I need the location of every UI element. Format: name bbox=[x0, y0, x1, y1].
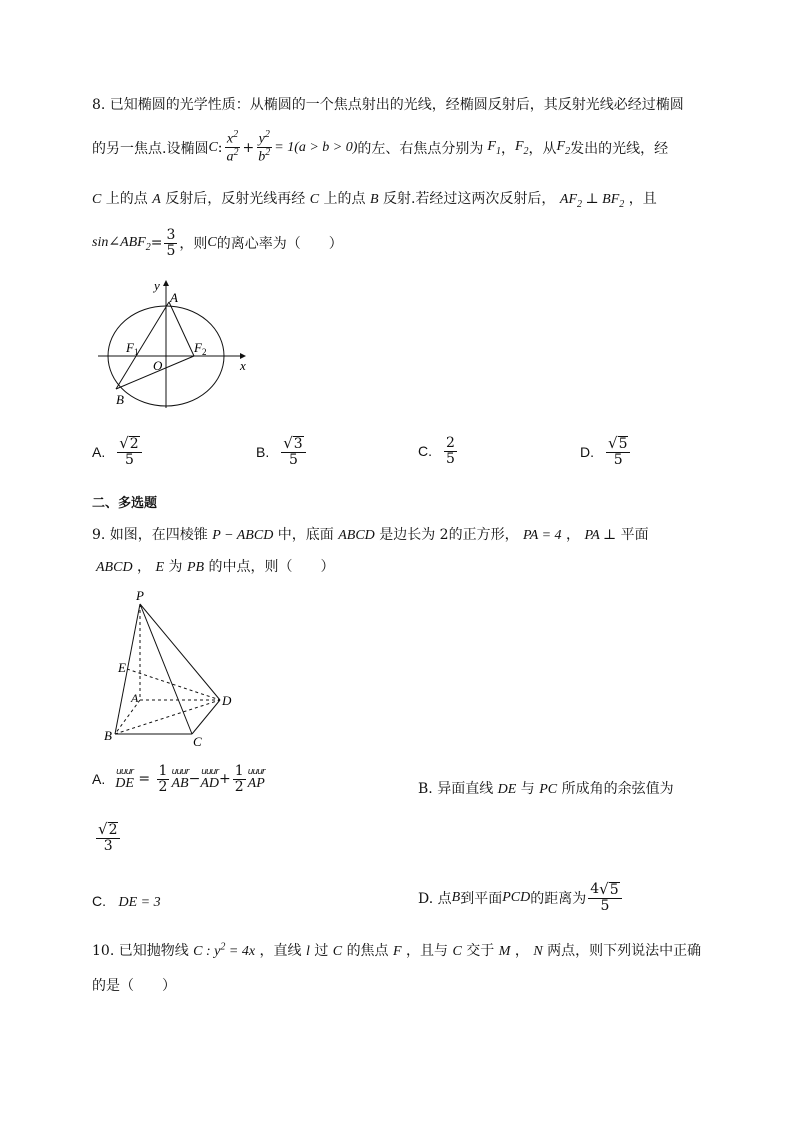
segment-e-d bbox=[127, 669, 220, 700]
b-label: B bbox=[116, 392, 124, 407]
q8-text: 的左、右焦点分别为 bbox=[357, 140, 484, 157]
segment-a-b bbox=[116, 302, 169, 389]
pyramid-name: P − ABCD bbox=[212, 528, 274, 543]
q9-text: 平面 bbox=[620, 527, 649, 543]
q9-text: 与 bbox=[520, 781, 535, 797]
point-m: M bbox=[498, 944, 511, 959]
b-var: b bbox=[258, 150, 266, 165]
equals: = bbox=[133, 771, 155, 788]
x-var: x bbox=[226, 131, 234, 147]
comma: ， bbox=[500, 140, 515, 157]
edge-p-c bbox=[140, 604, 192, 734]
parabola-name: C : y bbox=[193, 944, 221, 959]
sin-expression: sin∠ABF bbox=[92, 234, 146, 250]
point-n: N bbox=[533, 944, 543, 959]
radicand: 5 bbox=[618, 436, 628, 452]
equation-rest: = 1(a > b > 0) bbox=[274, 139, 358, 155]
q8-line2: 的另一焦点.设椭圆 C : $\frac{x^2}{a^2}$ + $\frac{y^2}{b^2}$ = 1(a > b > 0) 的左、右焦点分别为 $F_1$ ， $F_2$ ，从 $F_2$ 发出的光线，经 bbox=[92, 129, 669, 165]
sqrt2-over-5: √ 2 5 bbox=[117, 436, 141, 468]
denominator: 5 bbox=[613, 452, 623, 469]
q9-text: 的中点，则（ ） bbox=[208, 559, 335, 575]
q8-text: 的离心率为（ ） bbox=[216, 236, 343, 253]
half: $\frac{1}{2}$ bbox=[234, 763, 244, 795]
q10-line1: 10. 已知抛物线 C : $y^2 = 4x$ ，直线 l 过 C 的焦点 F ，且与 C 交于 M ， N 两点，则下列说法中正确 bbox=[92, 941, 702, 959]
option-label: B. 异面直线 bbox=[418, 781, 494, 797]
numerator: 2 bbox=[446, 435, 455, 451]
x-label: x bbox=[240, 358, 246, 373]
minus: − bbox=[188, 771, 201, 788]
line-l: l bbox=[305, 944, 310, 959]
q10-line2 bbox=[92, 975, 176, 995]
radicand: 3 bbox=[293, 436, 303, 452]
q10-text: 的是（ ） bbox=[92, 978, 176, 994]
d-label: D bbox=[222, 693, 232, 708]
q8-text: ，则 bbox=[179, 236, 208, 253]
q9-text: 是边长为 2的正方形， bbox=[379, 527, 519, 543]
q8-line1 bbox=[92, 94, 684, 114]
option-label: D. bbox=[580, 444, 594, 461]
ellipse-figure bbox=[90, 278, 260, 418]
q9-text: 到平面 bbox=[460, 891, 503, 908]
de-value: DE = 3 bbox=[118, 895, 161, 910]
ellipse-name: C bbox=[309, 192, 320, 207]
q8-option-b[interactable] bbox=[256, 436, 308, 468]
y-axis-arrow bbox=[163, 280, 169, 286]
q9-option-b-value bbox=[94, 822, 122, 854]
q9-text: 为 bbox=[168, 559, 183, 575]
plus-sign: + bbox=[242, 139, 255, 156]
vector-ab: uuur AB bbox=[171, 766, 189, 791]
ellipse-name: C bbox=[207, 235, 217, 251]
y-var: y bbox=[258, 131, 265, 147]
f1-label: F bbox=[487, 138, 496, 154]
comma: ， bbox=[514, 943, 529, 959]
q9-line1 bbox=[92, 524, 649, 544]
q9-text: 的距离为 bbox=[530, 891, 587, 908]
q10-text: 过 bbox=[314, 943, 329, 959]
sqrt3-over-5: √ 3 5 bbox=[281, 436, 305, 468]
option-label: B. bbox=[256, 444, 270, 461]
denominator: 5 bbox=[289, 452, 298, 469]
q8-text: ，从 bbox=[528, 140, 557, 157]
plane-pcd: PCD bbox=[502, 890, 531, 906]
q10-text: 10. 已知抛物线 bbox=[92, 943, 189, 959]
base-name: ABCD bbox=[96, 560, 133, 575]
line-de: DE bbox=[497, 782, 517, 797]
f1-label: $F_1$ bbox=[126, 340, 139, 357]
half: $\frac{1}{2}$ bbox=[158, 763, 168, 795]
q9-option-b[interactable] bbox=[418, 778, 674, 798]
q9-option-d[interactable] bbox=[418, 882, 624, 914]
option-label: A. bbox=[92, 771, 106, 788]
point-e: E bbox=[155, 560, 165, 575]
parabola-name: C bbox=[332, 944, 343, 959]
q8-text: 上的点 bbox=[323, 191, 366, 207]
a-var: a bbox=[226, 150, 234, 165]
point-b: B bbox=[451, 890, 461, 906]
comma: ， bbox=[566, 527, 580, 543]
q8-text: 发出的光线，经 bbox=[570, 140, 669, 157]
radicand: 2 bbox=[129, 436, 139, 452]
a-label: A bbox=[170, 290, 178, 305]
c-label: C bbox=[193, 734, 202, 748]
vector-ap: uuur AP bbox=[247, 766, 265, 791]
comma: ， bbox=[137, 559, 152, 575]
q8-line4: $\sin\angle ABF_2$ = $\frac{3}{5}$ ，则 C 的离心率为（ ） bbox=[92, 227, 343, 259]
q9-line2 bbox=[96, 556, 335, 576]
edge-c-d bbox=[192, 700, 220, 734]
point-a: A bbox=[152, 192, 161, 207]
y-label: y bbox=[154, 278, 160, 293]
vector-de: uuur DE bbox=[115, 766, 134, 791]
plus: + bbox=[218, 771, 231, 788]
option-label: C. bbox=[92, 893, 106, 909]
q8-text: ，且 bbox=[628, 191, 657, 207]
q8-option-c[interactable] bbox=[418, 436, 459, 466]
three-fifths bbox=[164, 228, 177, 258]
segment-b-d bbox=[115, 700, 220, 734]
section-heading: 二、多选题 bbox=[92, 496, 158, 511]
vector-ad: uuur AD bbox=[200, 766, 219, 791]
segment-pb: PB bbox=[186, 560, 205, 575]
x-fraction: $\frac{x^2}{a^2}$ bbox=[226, 129, 239, 165]
b-label: B bbox=[104, 728, 112, 743]
base-name: ABCD bbox=[338, 528, 375, 543]
y-fraction: $\frac{y^2}{b^2}$ bbox=[258, 129, 271, 165]
q10-text: ，直线 bbox=[259, 943, 302, 959]
q9-text: 9. 如图，在四棱锥 bbox=[92, 527, 208, 543]
p-label: P bbox=[136, 588, 144, 603]
colon: : bbox=[217, 139, 223, 156]
numerator: 3 bbox=[166, 227, 176, 243]
q8-text: 8. 已知椭圆的光学性质：从椭圆的一个焦点射出的光线，经椭圆反射后，其反射光线必经过椭圆 bbox=[92, 97, 684, 113]
edge-p-d bbox=[140, 604, 220, 700]
ellipse-name: C bbox=[92, 192, 102, 207]
q8-text: 反射.若经过这两次反射后， bbox=[382, 191, 556, 207]
two-fifths bbox=[444, 436, 457, 466]
parabola-eq: = 4x bbox=[225, 944, 256, 959]
sqrt5-over-5: √ 5 5 bbox=[606, 436, 630, 468]
denominator: 5 bbox=[446, 450, 455, 467]
parabola-name: C bbox=[452, 944, 462, 959]
pa-value: PA = 4 bbox=[523, 528, 562, 543]
line-pc: PC bbox=[539, 782, 558, 797]
denominator: 5 bbox=[125, 452, 134, 469]
q8-text: 反射后，反射光线再经 bbox=[165, 191, 306, 207]
af2: AF bbox=[559, 192, 577, 207]
q8-option-a[interactable] bbox=[92, 436, 144, 468]
option-label: C. bbox=[418, 443, 432, 460]
f2-label: $F_2$ bbox=[194, 340, 207, 357]
q8-line3: C 上的点 A 反射后，反射光线再经 C 上的点 B 反射.若经过这两次反射后， $AF_2$ ⊥ $BF_2$ ，且 bbox=[92, 191, 657, 210]
ellipse-name: C bbox=[208, 139, 218, 155]
f2-label: F bbox=[514, 138, 524, 154]
q8-text: 上的点 bbox=[105, 191, 148, 207]
denominator: 5 bbox=[166, 242, 176, 259]
o-label: O bbox=[153, 358, 163, 373]
e-label: E bbox=[118, 660, 126, 675]
pyramid-figure bbox=[100, 588, 250, 748]
sqrt2-over-3: √ 2 3 bbox=[96, 822, 120, 854]
q9-option-a[interactable] bbox=[92, 764, 265, 794]
q10-text: ，且与 bbox=[406, 943, 449, 959]
point-b: B bbox=[369, 192, 379, 207]
option-label: D. 点 bbox=[418, 891, 452, 908]
pa-perp: PA ⊥ bbox=[584, 528, 617, 543]
q10-text: 两点，则下列说法中正确 bbox=[547, 943, 702, 959]
q8-text: 的另一焦点.设椭圆 bbox=[92, 140, 209, 157]
q9-text: 中，底面 bbox=[277, 527, 334, 543]
focus-f: F bbox=[393, 944, 402, 959]
q8-option-d[interactable] bbox=[580, 436, 632, 468]
q9-option-c[interactable] bbox=[92, 893, 161, 911]
a-label: A bbox=[131, 691, 139, 705]
f2-label: F bbox=[556, 138, 566, 154]
option-label: A. bbox=[92, 444, 106, 461]
equals: = bbox=[150, 235, 163, 252]
q10-text: 交于 bbox=[466, 943, 495, 959]
four-sqrt5-over-5: 4 √ 5 5 bbox=[588, 882, 621, 914]
q9-text: 所成角的余弦值为 bbox=[561, 781, 674, 797]
q10-text: 的焦点 bbox=[346, 943, 389, 959]
bf2: ⊥ BF bbox=[582, 192, 620, 207]
